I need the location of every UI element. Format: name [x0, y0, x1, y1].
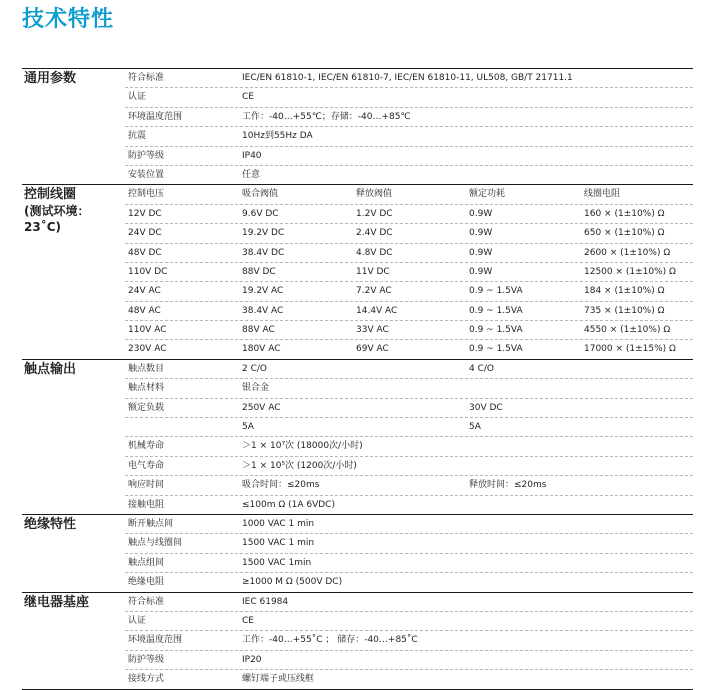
- table-row: [125, 593, 693, 612]
- table-row: [125, 573, 693, 591]
- table-cell: 38.4V DC: [242, 247, 285, 258]
- table-cell: 12V DC: [128, 208, 162, 219]
- param-name: 触点组间: [128, 557, 165, 568]
- param-name: 额定负载: [128, 402, 165, 413]
- table-cell: 24V DC: [128, 228, 162, 239]
- param-name: 接触电阻: [128, 499, 165, 510]
- table-row: [125, 166, 693, 184]
- param-name: 环境温度范围: [128, 635, 183, 646]
- param-value-alt: 5A: [469, 422, 481, 433]
- param-value: CE: [242, 615, 254, 626]
- table-cell: 11V DC: [356, 266, 390, 277]
- table-cell: 24V AC: [128, 286, 161, 297]
- table-cell: 0.9 ~ 1.5VA: [469, 344, 523, 355]
- table-cell: 735 × (1±10%) Ω: [584, 305, 665, 316]
- section-contact: [22, 359, 693, 514]
- table-row: [125, 496, 693, 514]
- param-value: IP40: [242, 150, 262, 161]
- table-cell: 17000 × (1±15%) Ω: [584, 344, 676, 355]
- table-cell: 0.9 ~ 1.5VA: [469, 325, 523, 336]
- table-row: [125, 612, 693, 631]
- table-cell: 0.9W: [469, 266, 493, 277]
- param-value: 工作：-40…+55℃；存储：-40…+85℃: [242, 111, 411, 122]
- table-row: [125, 631, 693, 650]
- column-header: 线圈电阻: [584, 189, 621, 200]
- table-row: [125, 88, 693, 107]
- section-label: 绝缘特性: [24, 516, 77, 532]
- table-cell: 2.4V DC: [356, 228, 393, 239]
- param-value: ＞1 × 10⁵次 (1200次/小时): [242, 460, 357, 471]
- table-row: [125, 651, 693, 670]
- table-row: [125, 418, 693, 437]
- param-value: 螺钉端子或压线框: [242, 674, 315, 685]
- table-cell: 2600 × (1±10%) Ω: [584, 247, 671, 258]
- table-row: [125, 340, 693, 358]
- param-name: 电气寿命: [128, 460, 165, 471]
- column-header: 释放阀值: [356, 189, 393, 200]
- param-name: 断开触点间: [128, 518, 174, 529]
- param-value-alt: 4 C/O: [469, 363, 494, 374]
- table-cell: 110V DC: [128, 266, 168, 277]
- table-cell: 184 × (1±10%) Ω: [584, 286, 665, 297]
- section-title: 控制线圈: [24, 187, 77, 203]
- param-value: 1000 VAC 1 min: [242, 518, 315, 529]
- table-cell: 19.2V DC: [242, 228, 285, 239]
- table-row: [125, 282, 693, 301]
- page-title: 技术特性: [22, 7, 115, 32]
- table-row: [125, 127, 693, 146]
- param-value: 250V AC: [242, 402, 281, 413]
- section-insulation: [22, 514, 693, 592]
- section-label: 通用参数: [24, 71, 77, 86]
- param-name: 符合标准: [128, 73, 165, 83]
- table-cell: 4.8V DC: [356, 247, 393, 258]
- param-value: CE: [242, 92, 254, 103]
- table-row: [125, 554, 693, 573]
- table-row: [125, 205, 693, 224]
- table-row: [125, 399, 693, 418]
- table-header-row: [125, 185, 693, 204]
- param-name: 触点与线圈间: [128, 538, 183, 549]
- table-cell: 180V AC: [242, 344, 281, 355]
- table-row: [125, 360, 693, 379]
- table-cell: 110V AC: [128, 325, 167, 336]
- param-value: 吸合时间：≤20ms: [242, 480, 320, 491]
- section-label: 触点输出: [24, 361, 77, 377]
- param-value: IEC 61984: [242, 596, 289, 607]
- table-cell: 12500 × (1±10%) Ω: [584, 266, 676, 277]
- table-cell: 33V AC: [356, 325, 389, 336]
- param-name: 防护等级: [128, 654, 165, 665]
- table-row: [125, 244, 693, 263]
- param-value: 10Hz到55Hz DA: [242, 131, 313, 142]
- table-row: [125, 534, 693, 553]
- table-bottom-rule: [22, 689, 693, 690]
- section-base: [22, 592, 693, 689]
- param-value: 任意: [242, 169, 261, 180]
- param-value-alt: 释放时间：≤20ms: [469, 480, 547, 491]
- table-row: [125, 108, 693, 127]
- table-cell: 4550 × (1±10%) Ω: [584, 325, 671, 336]
- param-name: 机械寿命: [128, 441, 165, 452]
- table-cell: 0.9 ~ 1.5VA: [469, 305, 523, 316]
- section-label: [24, 186, 124, 235]
- table-cell: 88V DC: [242, 266, 276, 277]
- param-name: 认证: [128, 92, 147, 103]
- table-cell: 14.4V AC: [356, 305, 398, 316]
- table-cell: 9.6V DC: [242, 208, 279, 219]
- section-general: [22, 68, 693, 184]
- table-cell: 230V AC: [128, 344, 167, 355]
- param-value: 1500 VAC 1 min: [242, 538, 315, 549]
- table-cell: 650 × (1±10%) Ω: [584, 228, 665, 239]
- param-value: ＞1 × 10⁷次 (18000次/小时): [242, 441, 363, 452]
- spec-table: [22, 68, 693, 690]
- param-name: 响应时间: [128, 480, 165, 491]
- param-name: 触点材料: [128, 383, 165, 394]
- param-value: ≥1000 M Ω (500V DC): [242, 577, 343, 588]
- table-row: [125, 263, 693, 282]
- table-row: [125, 321, 693, 340]
- table-cell: 0.9W: [469, 228, 493, 239]
- param-name: 环境温度范围: [128, 111, 183, 122]
- table-cell: 0.9 ~ 1.5VA: [469, 286, 523, 297]
- table-cell: 0.9W: [469, 208, 493, 219]
- table-cell: 160 × (1±10%) Ω: [584, 208, 665, 219]
- column-header: 额定功耗: [469, 189, 506, 200]
- table-cell: 69V AC: [356, 344, 389, 355]
- param-name: 防护等级: [128, 150, 165, 161]
- table-cell: 7.2V AC: [356, 286, 392, 297]
- section-label: 继电器基座: [24, 594, 90, 610]
- column-header: 吸合阀值: [242, 189, 279, 200]
- section-sublabel: (测试环境：23˚C): [24, 204, 90, 235]
- param-value: IEC/EN 61810-1, IEC/EN 61810-7, IEC/EN 61810-11, UL508, GB/T 21711.1: [242, 73, 573, 83]
- table-cell: 19.2V AC: [242, 286, 284, 297]
- param-name: 符合标准: [128, 596, 165, 607]
- table-row: [125, 147, 693, 166]
- table-cell: 1.2V DC: [356, 208, 393, 219]
- table-cell: 48V DC: [128, 247, 162, 258]
- param-name: 抗震: [128, 131, 147, 142]
- table-cell: 48V AC: [128, 305, 161, 316]
- table-row: [125, 476, 693, 495]
- table-cell: 38.4V AC: [242, 305, 284, 316]
- table-row: [125, 515, 693, 534]
- section-coil: [22, 184, 693, 359]
- table-row: [125, 437, 693, 456]
- param-value: 5A: [242, 422, 254, 433]
- param-name: 认证: [128, 615, 147, 626]
- param-value: 2 C/O: [242, 363, 267, 374]
- column-header: 控制电压: [128, 189, 165, 200]
- table-cell: 88V AC: [242, 325, 275, 336]
- param-value-alt: 30V DC: [469, 402, 503, 413]
- table-row: [125, 379, 693, 398]
- table-row: [125, 224, 693, 243]
- table-cell: 0.9W: [469, 247, 493, 258]
- table-row: [125, 457, 693, 476]
- param-name: 绝缘电阻: [128, 577, 165, 588]
- param-value: ≤100m Ω (1A 6VDC): [242, 499, 335, 510]
- table-row: [125, 670, 693, 688]
- param-name: 接线方式: [128, 674, 165, 685]
- table-row: [125, 69, 693, 88]
- param-value: IP20: [242, 654, 262, 665]
- param-value: 银合金: [242, 383, 270, 394]
- param-name: 安装位置: [128, 169, 165, 180]
- param-value: 工作：-40…+55˚C ； 储存：-40…+85˚C: [242, 635, 418, 646]
- param-name: 触点数目: [128, 363, 165, 374]
- param-value: 1500 VAC 1min: [242, 557, 312, 568]
- table-row: [125, 302, 693, 321]
